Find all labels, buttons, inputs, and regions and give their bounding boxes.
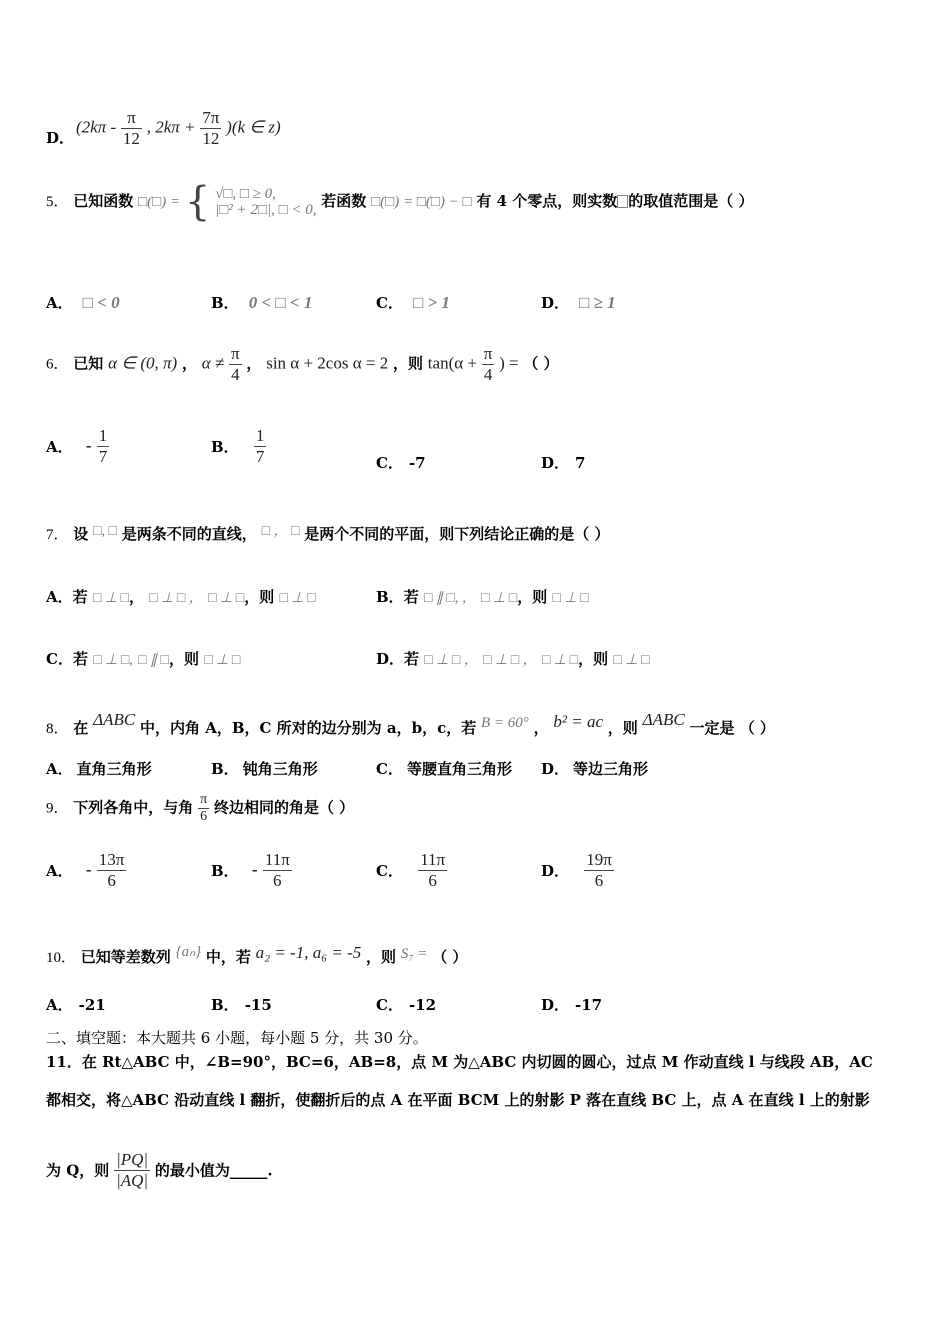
condition: a₂ = -1, a₆ = -5: [255, 943, 362, 962]
sequence-symbol: {aₙ}: [175, 944, 202, 960]
q9-option-c[interactable]: C． $\frac{11\pi}{6}$: [376, 850, 446, 890]
section-heading: 二、填空题：本大题共 6 小题，每小题 5 分，共 30 分。: [46, 1029, 428, 1047]
placeholder-glyph: [617, 195, 628, 208]
question-text: 中，若: [205, 948, 251, 966]
answer-paren: （ ）: [432, 948, 468, 966]
question-number: 8．: [46, 721, 69, 737]
question-text: 是两个不同的平面，则下列结论正确的是（ ）: [304, 525, 610, 543]
separator: ，: [181, 354, 197, 373]
question-text: 下列各角中，与角: [73, 798, 194, 817]
condition: B = 60°: [481, 715, 529, 731]
fraction: $\frac{\pi}{6}$: [200, 792, 208, 824]
answer-paren: （ ）: [523, 354, 559, 373]
question-10: [46, 942, 467, 968]
question-7: [46, 522, 610, 545]
condition: sin α + 2cos α = 2: [266, 353, 389, 373]
q5-option-b[interactable]: B． 0 < □ < 1: [211, 293, 313, 312]
q5-option-a[interactable]: A． □ < 0: [46, 293, 120, 312]
question-11-line-1: 11．在 Rt△ABC 中，∠B=90°，BC=6，AB=8，点 M 为△ABC 内切圆的圆心，过点 M 作动直线 l 与线段 AB，AC: [46, 1053, 873, 1071]
question-text: 有 4 个零点，则实数: [476, 192, 618, 210]
question-text: 在: [73, 719, 89, 737]
sum-symbol: S₇ =: [400, 946, 428, 962]
question-text: 已知函数: [73, 192, 134, 210]
fraction: $\frac{7\pi}{12}$: [202, 108, 220, 148]
separator: ，: [246, 354, 262, 373]
q10-option-c[interactable]: C． -12: [376, 996, 437, 1014]
piecewise-cases: √□, □ ≥ 0, |□² + 2□|, □ < 0,: [215, 186, 317, 218]
plane-symbols: □ ， □: [261, 524, 300, 539]
q6-option-b[interactable]: B． $\frac{1}{7}$: [211, 426, 265, 466]
question-text: 中，内角 A，B，C 所对的边分别为 a，b，c，若: [139, 719, 477, 737]
q10-option-d[interactable]: D． -17: [541, 996, 603, 1014]
q8-option-c[interactable]: C． 等腰直角三角形: [376, 760, 512, 778]
question-6: [46, 344, 559, 385]
question-11-line-3: [46, 1150, 273, 1206]
question-number: 9．: [46, 800, 69, 817]
fraction: $\frac{\pi}{4}$: [483, 344, 493, 384]
q8-option-b[interactable]: B． 钝角三角形: [211, 760, 318, 778]
question-text: 是两条不同的直线，: [121, 525, 257, 543]
condition: b² = ac: [553, 712, 604, 731]
question-text: 已知等差数列: [80, 948, 171, 966]
question-text: 若函数: [321, 192, 367, 210]
fraction: $\frac{\pi}{4}$: [231, 344, 240, 384]
question-8: [46, 710, 775, 739]
function-f: □(□) =: [138, 194, 181, 210]
q7-option-a[interactable]: A．若 □ ⊥ □， □ ⊥ □ ， □ ⊥ □，则 □ ⊥ □: [46, 588, 316, 606]
q8-option-a[interactable]: A． 直角三角形: [46, 760, 152, 778]
question-text: 已知: [73, 354, 104, 373]
expr-part: , 2kπ +: [146, 117, 196, 137]
question-text: 终边相同的角是（ ）: [213, 798, 355, 817]
question-text: 设: [73, 525, 89, 543]
line-symbols: □, □: [93, 524, 118, 539]
question-number: 5．: [46, 194, 69, 210]
q9-option-b[interactable]: B． - $\frac{11\pi}{6}$: [211, 850, 290, 890]
q7-option-d[interactable]: D．若 □ ⊥ □ ， □ ⊥ □ ， □ ⊥ □，则 □ ⊥ □: [376, 650, 650, 668]
question-text: 为 Q，则: [46, 1161, 110, 1180]
question-text: 一定是 （ ）: [689, 719, 775, 737]
q9-option-a[interactable]: A． - $\frac{13\pi}{6}$: [46, 850, 125, 890]
tan-expression: tan(α +: [427, 353, 477, 373]
expr-part: )(k ∈ z): [226, 117, 281, 137]
q5-option-c[interactable]: C． □ > 1: [376, 293, 450, 312]
option-label: D．: [46, 129, 75, 147]
q6-option-a[interactable]: A． - $\frac{1}{7}$: [46, 426, 108, 466]
q7-option-b[interactable]: B．若 □ ∥ □, ， □ ⊥ □，则 □ ⊥ □: [376, 588, 589, 606]
question-9: [46, 792, 354, 825]
q6-option-c[interactable]: C． -7: [376, 454, 426, 472]
tan-expression: ) =: [499, 353, 519, 373]
q5-option-d[interactable]: D． □ ≥ 1: [541, 293, 616, 312]
question-text: ，则: [607, 719, 638, 737]
question-text: 的最小值为_____.: [154, 1161, 273, 1180]
separator: ，: [533, 719, 549, 737]
q10-option-a[interactable]: A． -21: [46, 996, 106, 1014]
fraction: $\frac{\pi}{12}$: [122, 108, 140, 148]
question-text: ，则: [366, 948, 397, 966]
function-g: □(□) = □(□) − □: [371, 194, 472, 210]
q10-option-b[interactable]: B． -15: [211, 996, 272, 1014]
q8-option-d[interactable]: D． 等边三角形: [541, 760, 649, 778]
triangle-symbol: ΔABC: [642, 710, 685, 729]
q7-option-c[interactable]: C．若 □ ⊥ □, □ ∥ □，则 □ ⊥ □: [46, 650, 241, 668]
question-text: ，则: [393, 354, 424, 373]
brace: {: [184, 179, 211, 225]
triangle-symbol: ΔABC: [93, 710, 136, 729]
q6-option-d[interactable]: D． 7: [541, 454, 586, 472]
question-number: 10．: [46, 950, 77, 966]
q9-option-d[interactable]: D． $\frac{19\pi}{6}$: [541, 850, 612, 890]
condition: α ∈ (0, π): [108, 353, 178, 373]
question-number: 7．: [46, 527, 69, 543]
condition: α ≠: [201, 353, 225, 373]
question-text: 的取值范围是（ ）: [628, 192, 754, 210]
question-11-line-2: 都相交，将△ABC 沿动直线 l 翻折，使翻折后的点 A 在平面 BCM 上的射影 P 落在直线 BC 上，点 A 在直线 l 上的射影: [46, 1091, 870, 1109]
expr-part: (2kπ -: [76, 117, 117, 137]
question-5: [46, 179, 754, 225]
fraction: $\frac{|PQ|}{|AQ|}$: [116, 1150, 149, 1190]
question-number: 6．: [46, 356, 69, 373]
